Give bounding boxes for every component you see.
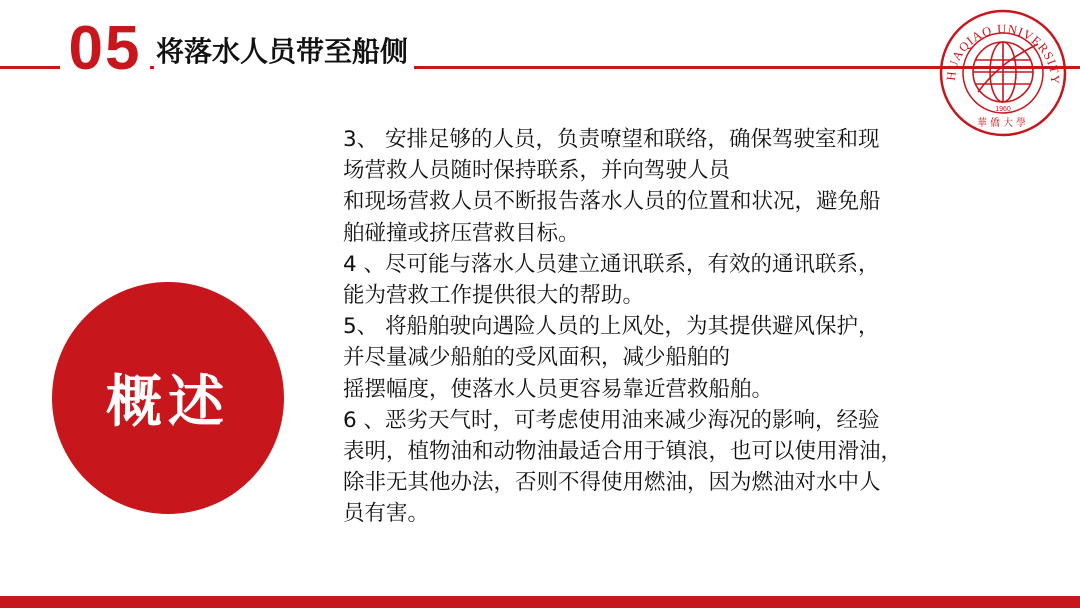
university-logo xyxy=(938,8,1068,138)
content-line: 能为营救工作提供很大的帮助。 xyxy=(343,283,645,309)
content-line: 5、 将船舶驶向遇险人员的上风处，为其提供避风保护， xyxy=(343,314,880,340)
section-number: 05 xyxy=(60,18,150,80)
content-line: 6 、恶劣天气时，可考虑使用油来减少海况的影响，经验 xyxy=(343,407,880,433)
content-line: 3、 安排足够的人员，负责嘹望和联络，确保驾驶室和现 xyxy=(343,127,880,152)
content-line: 舶碰撞或挤压营救目标。 xyxy=(343,220,580,246)
content-line: 和现场营救人员不断报告落水人员的位置和状况，避免船 xyxy=(343,189,881,215)
summary-badge-label: 概述 xyxy=(106,370,230,435)
content-line: 摇摆幅度，使落水人员更容易靠近营救船舶。 xyxy=(343,376,774,402)
logo-chinese: 華僑大學 xyxy=(977,118,1029,129)
content-line: 并尽量减少船舶的受风面积，减少船舶的 xyxy=(343,345,731,371)
content-line: 4 、尽可能与落水人员建立通讯联系，有效的通讯联系， xyxy=(343,251,880,277)
content-line: 场营救人员随时保持联系，并向驾驶人员 xyxy=(343,158,731,184)
logo-text: HUAQIAO UNIVERSITY xyxy=(943,21,1063,86)
content-line: 表明，植物油和动物油最适合用于镇浪，也可以使用滑油， xyxy=(343,439,903,465)
section-title: 将落水人员带至船侧 xyxy=(154,34,414,70)
content-line: 除非无其他办法，否则不得使用燃油，因为燃油对水中人 xyxy=(343,470,881,496)
logo-year: 1960 xyxy=(995,106,1011,113)
summary-badge xyxy=(52,282,284,514)
content-line: 员有害。 xyxy=(343,501,430,527)
footer-bar xyxy=(0,596,1080,608)
content-body xyxy=(343,124,1043,530)
